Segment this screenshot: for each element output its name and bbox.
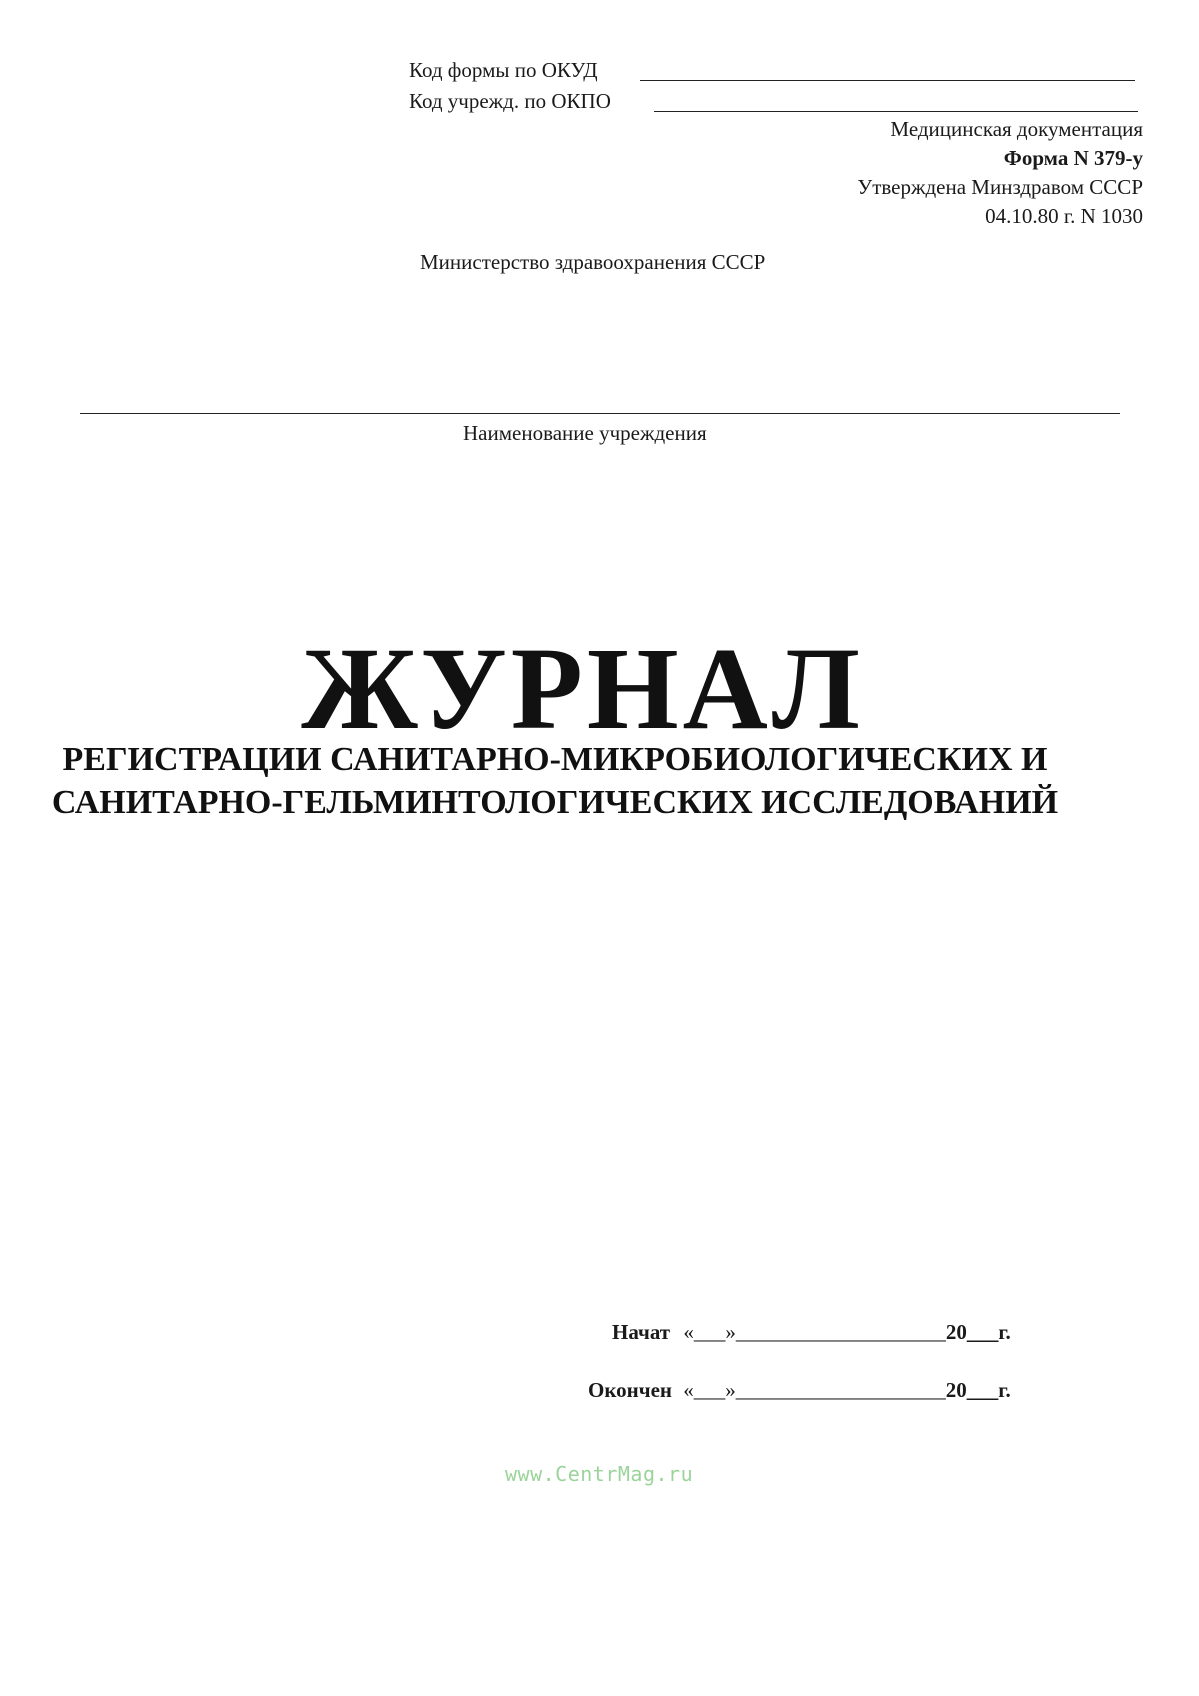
journal-title: ЖУРНАЛ: [301, 623, 864, 754]
approval-block: [857, 117, 1143, 228]
started-year-field[interactable]: 20___г.: [945, 1320, 1011, 1344]
started-month-field[interactable]: ____________________: [735, 1320, 946, 1344]
ended-day-field[interactable]: «___»: [683, 1378, 736, 1402]
journal-subtitle-line-1: РЕГИСТРАЦИИ САНИТАРНО-МИКРОБИОЛОГИЧЕСКИХ И: [62, 741, 1048, 778]
approved-date: 04.10.80 г. N 1030: [985, 204, 1143, 228]
approved-label: Утверждена Минздравом СССР: [857, 175, 1143, 199]
institution-name-line[interactable]: [80, 413, 1120, 414]
okpo-label: Код учрежд. по ОКПО: [409, 89, 611, 113]
watermark: www.CentrMag.ru: [505, 1462, 694, 1486]
okud-row: [409, 58, 598, 82]
med-docs-label: Медицинская документация: [890, 117, 1143, 141]
okpo-field-line[interactable]: [654, 111, 1138, 112]
okpo-row: [409, 89, 611, 113]
started-date-row[interactable]: [612, 1320, 1011, 1344]
journal-subtitle-line-2: САНИТАРНО-ГЕЛЬМИНТОЛОГИЧЕСКИХ ИССЛЕДОВАНИЙ: [51, 784, 1059, 821]
institution-caption: Наименование учреждения: [463, 421, 707, 445]
started-label: Начат: [612, 1320, 671, 1344]
form-number: Форма N 379-у: [1003, 146, 1143, 170]
ended-date-row[interactable]: [588, 1378, 1011, 1402]
started-day-field[interactable]: «___»: [683, 1320, 736, 1344]
ended-month-field[interactable]: ____________________: [735, 1378, 946, 1402]
ended-year-field[interactable]: 20___г.: [945, 1378, 1011, 1402]
okud-label: Код формы по ОКУД: [409, 58, 598, 82]
okud-field-line[interactable]: [640, 80, 1135, 81]
ended-label: Окончен: [588, 1378, 673, 1402]
ministry-label: Министерство здравоохранения СССР: [420, 250, 766, 274]
